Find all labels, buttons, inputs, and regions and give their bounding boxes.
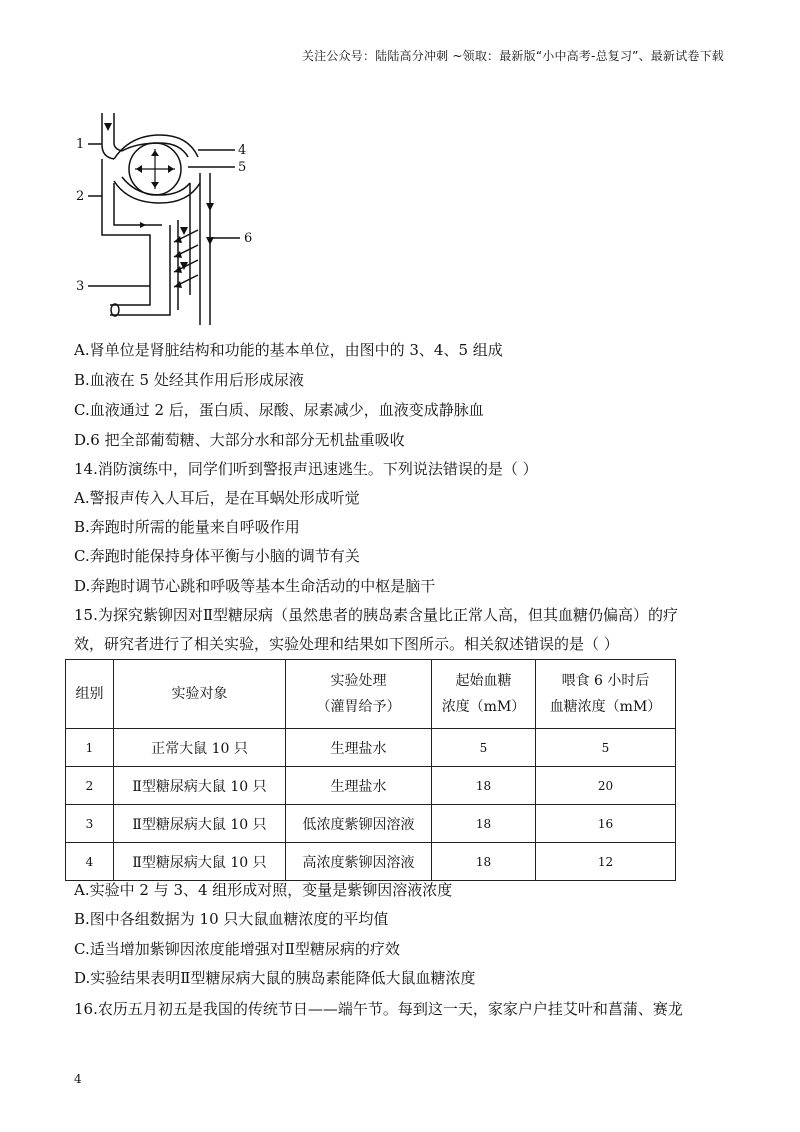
table-cell: 2	[66, 767, 114, 805]
table-cell: Ⅱ型糖尿病大鼠 10 只	[114, 805, 286, 843]
q13-option-b: B.血液在 5 处经其作用后形成尿液	[74, 371, 304, 389]
nephron-diagram	[70, 95, 270, 330]
table-row	[66, 805, 676, 843]
table-cell: 20	[536, 767, 676, 805]
table-cell: 1	[66, 729, 114, 767]
diagram-label-3: 3	[76, 279, 85, 294]
q14-option-d: D.奔跑时调节心跳和呼吸等基本生命活动的中枢是脑干	[74, 577, 436, 595]
table-row	[66, 767, 676, 805]
table-row	[66, 729, 676, 767]
table-cell: 18	[432, 767, 536, 805]
table-cell: 5	[432, 729, 536, 767]
q15-option-c: C.适当增加紫铆因浓度能增强对Ⅱ型糖尿病的疗效	[74, 940, 400, 958]
q14-stem: 14.消防演练中，同学们听到警报声迅速逃生。下列说法错误的是（ ）	[74, 460, 538, 478]
table-cell: 18	[432, 805, 536, 843]
diagram-label-4: 4	[238, 143, 247, 158]
table-cell: 生理盐水	[286, 767, 432, 805]
q15-option-b: B.图中各组数据为 10 只大鼠血糖浓度的平均值	[74, 910, 389, 928]
page-number: 4	[74, 1072, 82, 1086]
q13-option-d: D.6 把全部葡萄糖、大部分水和部分无机盐重吸收	[74, 431, 405, 449]
q14-option-b: B.奔跑时所需的能量来自呼吸作用	[74, 518, 300, 536]
table-row	[66, 843, 676, 881]
page-header: 关注公众号：陆陆高分冲刺 ~领取：最新版“小中高考-总复习”、最新试卷下载	[301, 49, 724, 63]
table-cell: 12	[536, 843, 676, 881]
table-cell: 18	[432, 843, 536, 881]
q14-option-c: C.奔跑时能保持身体平衡与小脑的调节有关	[74, 547, 360, 565]
q14-option-a: A.警报声传入人耳后，是在耳蜗处形成听觉	[74, 489, 360, 507]
q15-stem-line1: 15.为探究紫铆因对Ⅱ型糖尿病（虽然患者的胰岛素含量比正常人高，但其血糖仍偏高）的疗	[74, 606, 679, 624]
table-cell: 低浓度紫铆因溶液	[286, 805, 432, 843]
table-cell: Ⅱ型糖尿病大鼠 10 只	[114, 843, 286, 881]
diagram-label-5: 5	[238, 160, 247, 175]
q16-stem: 16.农历五月初五是我国的传统节日——端午节。每到这一天，家家户户挂艾叶和菖蒲、赛龙	[74, 1000, 683, 1018]
q15-option-d: D.实验结果表明Ⅱ型糖尿病大鼠的胰岛素能降低大鼠血糖浓度	[74, 969, 476, 987]
table-cell: 生理盐水	[286, 729, 432, 767]
table-header-row	[66, 660, 676, 729]
header-subject: 实验对象	[114, 660, 286, 729]
header-glucose-6h: 喂食 6 小时后 血糖浓度（mM）	[536, 660, 676, 729]
table-cell: 正常大鼠 10 只	[114, 729, 286, 767]
q13-option-a: A.肾单位是肾脏结构和功能的基本单位，由图中的 3、4、5 组成	[74, 341, 503, 359]
header-treatment: 实验处理 （灌胃给予）	[286, 660, 432, 729]
table-cell: 高浓度紫铆因溶液	[286, 843, 432, 881]
table-cell: 16	[536, 805, 676, 843]
diagram-label-2: 2	[76, 189, 85, 204]
q13-option-c: C.血液通过 2 后，蛋白质、尿酸、尿素减少，血液变成静脉血	[74, 401, 484, 419]
table-cell: Ⅱ型糖尿病大鼠 10 只	[114, 767, 286, 805]
table-cell: 5	[536, 729, 676, 767]
q15-stem-line2: 效，研究者进行了相关实验，实验处理和结果如下图所示。相关叙述错误的是（ ）	[74, 635, 619, 653]
table-cell: 4	[66, 843, 114, 881]
q15-option-a: A.实验中 2 与 3、4 组形成对照，变量是紫铆因溶液浓度	[74, 881, 453, 899]
header-group: 组别	[66, 660, 114, 729]
diagram-label-6: 6	[244, 231, 253, 246]
diagram-label-1: 1	[76, 137, 85, 152]
experiment-table	[65, 659, 676, 881]
header-initial-glucose: 起始血糖 浓度（mM）	[432, 660, 536, 729]
table-cell: 3	[66, 805, 114, 843]
